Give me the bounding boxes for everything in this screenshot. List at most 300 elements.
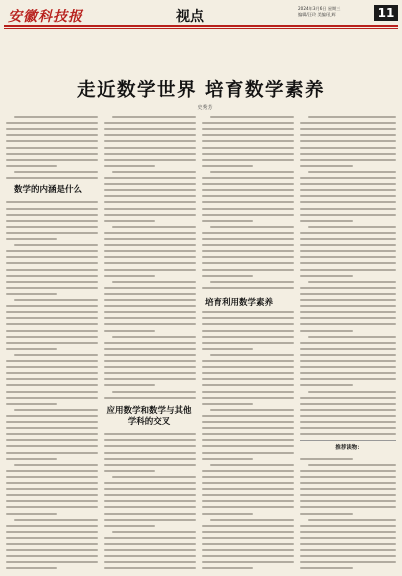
- text-line: [202, 360, 294, 362]
- page-number: 11: [374, 5, 398, 21]
- text-line: [6, 269, 98, 271]
- text-line: [6, 470, 98, 472]
- text-line: [6, 293, 57, 295]
- text-line: [104, 348, 196, 350]
- text-line: [300, 366, 396, 368]
- text-line: [202, 159, 294, 161]
- article-byline: 史秀芳: [197, 105, 213, 111]
- text-line: [104, 525, 155, 527]
- text-line: [202, 555, 294, 557]
- text-line: [6, 445, 98, 447]
- text-line: [104, 317, 196, 319]
- text-line: [300, 488, 396, 490]
- text-line: [104, 189, 196, 191]
- text-line: [202, 488, 294, 490]
- text-line: [300, 122, 396, 124]
- text-line: [202, 189, 294, 191]
- text-line: [6, 439, 98, 441]
- issue-date: 2024年3月6日 星期三: [298, 6, 341, 11]
- text-line: [300, 384, 353, 386]
- paper-name: 安徽科技报: [8, 9, 83, 25]
- text-line: [6, 561, 98, 563]
- text-line: [6, 427, 98, 429]
- text-line: [202, 543, 294, 545]
- text-line: [6, 153, 98, 155]
- text-line: [202, 421, 294, 423]
- text-line: [202, 323, 294, 325]
- text-line: [202, 494, 294, 496]
- text-line: [308, 171, 396, 173]
- text-line: [6, 201, 98, 203]
- text-line: [202, 128, 294, 130]
- text-line: [300, 415, 396, 417]
- text-line: [210, 116, 294, 118]
- text-line: [104, 397, 196, 399]
- text-line: [202, 177, 294, 179]
- text-line: [300, 531, 396, 533]
- text-line: [104, 506, 196, 508]
- text-line: [300, 342, 396, 344]
- sidebar-separator: [300, 440, 396, 441]
- masthead-rule: [4, 25, 398, 27]
- text-line: [6, 287, 98, 289]
- text-line: [104, 122, 196, 124]
- text-line: [104, 470, 155, 472]
- text-line: [104, 458, 196, 460]
- text-line: [112, 226, 196, 228]
- text-line: [6, 482, 98, 484]
- text-line: [112, 171, 196, 173]
- text-line: [6, 476, 98, 478]
- text-line: [300, 409, 396, 411]
- text-line: [104, 330, 155, 332]
- text-line: [6, 525, 98, 527]
- text-line: [300, 153, 396, 155]
- text-line: [6, 403, 57, 405]
- text-line: [300, 482, 396, 484]
- text-line: [202, 348, 253, 350]
- text-line: [104, 195, 196, 197]
- text-line: [14, 299, 98, 301]
- text-line: [6, 281, 98, 283]
- text-line: [202, 525, 294, 527]
- text-line: [300, 299, 396, 301]
- text-line: [104, 555, 196, 557]
- text-line: [300, 287, 396, 289]
- text-line: [202, 250, 294, 252]
- text-line: [300, 317, 396, 319]
- text-line: [14, 116, 98, 118]
- text-line: [300, 183, 396, 185]
- issue-editors: 编辑/汪玲 美编/孔辉: [298, 12, 336, 17]
- text-line: [300, 543, 396, 545]
- text-line: [202, 214, 294, 216]
- text-line: [6, 147, 98, 149]
- text-line: [202, 403, 253, 405]
- text-line: [6, 134, 98, 136]
- text-line: [6, 366, 98, 368]
- text-line: [14, 354, 98, 356]
- text-line: [300, 250, 396, 252]
- text-line: [104, 165, 155, 167]
- text-line: [300, 220, 353, 222]
- text-line: [300, 354, 396, 356]
- text-line: [300, 262, 396, 264]
- text-line: [104, 482, 196, 484]
- text-line: [300, 506, 396, 508]
- text-line: [6, 238, 57, 240]
- text-line: [6, 384, 98, 386]
- text-line: [104, 287, 196, 289]
- text-line: [300, 360, 396, 362]
- masthead-rule-thin: [4, 28, 398, 29]
- text-line: [202, 317, 294, 319]
- text-line: [104, 269, 196, 271]
- text-line: [202, 427, 294, 429]
- text-line: [300, 214, 396, 216]
- text-line: [202, 183, 294, 185]
- text-line: [6, 500, 98, 502]
- text-line: [202, 433, 294, 435]
- text-line: [202, 336, 294, 338]
- text-line: [6, 250, 98, 252]
- text-line: [104, 323, 196, 325]
- text-line: [6, 567, 57, 569]
- text-line: [300, 500, 396, 502]
- text-line: [210, 354, 294, 356]
- text-line: [300, 403, 396, 405]
- text-line: [202, 531, 294, 533]
- text-line: [6, 342, 98, 344]
- text-line: [308, 226, 396, 228]
- text-line: [6, 262, 98, 264]
- text-line: [104, 433, 196, 435]
- text-line: [202, 256, 294, 258]
- text-line: [202, 208, 294, 210]
- text-line: [210, 464, 294, 466]
- text-line: [202, 262, 294, 264]
- text-line: [6, 360, 98, 362]
- text-line: [202, 470, 294, 472]
- text-line: [202, 513, 253, 515]
- text-line: [104, 275, 155, 277]
- text-line: [202, 330, 294, 332]
- text-line: [104, 177, 196, 179]
- text-line: [14, 519, 98, 521]
- text-line: [104, 464, 196, 466]
- text-line: [202, 415, 294, 417]
- text-line: [300, 269, 396, 271]
- text-line: [308, 116, 396, 118]
- text-line: [104, 299, 196, 301]
- text-line: [300, 232, 396, 234]
- subhead-1: 数学的内涵是什么: [14, 185, 83, 195]
- text-line: [6, 372, 98, 374]
- text-line: [202, 482, 294, 484]
- text-line: [202, 275, 253, 277]
- text-line: [300, 555, 396, 557]
- article-headline: 走近数学世界 培育数学素养: [77, 80, 325, 101]
- text-line: [300, 494, 396, 496]
- text-line: [6, 165, 57, 167]
- text-line: [300, 433, 396, 435]
- text-line: [6, 232, 98, 234]
- text-line: [6, 311, 98, 313]
- text-line: [202, 506, 294, 508]
- text-line: [300, 256, 396, 258]
- text-line: [104, 208, 196, 210]
- text-line: [300, 525, 396, 527]
- text-line: [300, 177, 396, 179]
- text-line: [6, 220, 98, 222]
- text-line: [104, 293, 196, 295]
- text-line: [6, 214, 98, 216]
- text-line: [112, 391, 196, 393]
- text-line: [6, 336, 98, 338]
- text-line: [300, 275, 353, 277]
- text-line: [202, 232, 294, 234]
- text-line: [6, 348, 57, 350]
- text-line: [104, 500, 196, 502]
- text-line: [6, 549, 98, 551]
- text-line: [104, 519, 196, 521]
- text-line: [104, 250, 196, 252]
- text-line: [6, 305, 98, 307]
- text-line: [104, 537, 196, 539]
- text-line: [112, 531, 196, 533]
- text-line: [104, 543, 196, 545]
- text-line: [300, 201, 396, 203]
- text-line: [202, 201, 294, 203]
- text-line: [300, 244, 396, 246]
- text-line: [104, 561, 196, 563]
- text-line: [300, 372, 396, 374]
- text-line: [104, 232, 196, 234]
- text-line: [300, 238, 396, 240]
- text-line: [104, 360, 196, 362]
- text-line: [112, 336, 196, 338]
- text-line: [104, 549, 196, 551]
- text-line: [202, 122, 294, 124]
- text-line: [202, 342, 294, 344]
- text-line: [104, 128, 196, 130]
- text-line: [308, 281, 396, 283]
- text-line: [104, 238, 196, 240]
- text-line: [300, 165, 353, 167]
- text-line: [6, 122, 98, 124]
- text-line: [308, 519, 396, 521]
- text-line: [300, 397, 396, 399]
- text-line: [104, 439, 196, 441]
- text-line: [104, 153, 196, 155]
- text-line: [6, 555, 98, 557]
- text-line: [6, 159, 98, 161]
- text-line: [202, 165, 253, 167]
- text-line: [202, 195, 294, 197]
- text-line: [300, 421, 396, 423]
- subhead-2: 培育利用数学素养: [205, 298, 274, 308]
- text-line: [6, 513, 57, 515]
- text-line: [6, 415, 98, 417]
- text-line: [104, 366, 196, 368]
- text-line: [104, 244, 196, 246]
- text-line: [14, 171, 98, 173]
- text-line: [6, 452, 98, 454]
- text-line: [104, 311, 196, 313]
- text-line: [202, 445, 294, 447]
- text-line: [300, 348, 396, 350]
- text-line: [14, 409, 98, 411]
- text-line: [210, 281, 294, 283]
- text-line: [300, 476, 396, 478]
- text-line: [112, 476, 196, 478]
- text-line: [104, 201, 196, 203]
- text-line: [300, 567, 353, 569]
- text-line: [104, 183, 196, 185]
- text-line: [104, 445, 196, 447]
- text-line: [202, 397, 294, 399]
- text-line: [6, 488, 98, 490]
- text-line: [104, 256, 196, 258]
- text-line: [202, 372, 294, 374]
- text-line: [104, 140, 196, 142]
- text-line: [104, 159, 196, 161]
- text-line: [308, 336, 396, 338]
- text-line: [202, 537, 294, 539]
- text-line: [300, 549, 396, 551]
- text-line: [202, 439, 294, 441]
- text-line: [6, 208, 98, 210]
- text-line: [308, 464, 396, 466]
- text-line: [6, 433, 98, 435]
- text-line: [6, 275, 98, 277]
- text-line: [202, 567, 253, 569]
- text-line: [104, 452, 196, 454]
- text-line: [202, 391, 294, 393]
- text-line: [202, 220, 253, 222]
- text-line: [6, 391, 98, 393]
- text-line: [300, 189, 396, 191]
- text-line: [104, 305, 196, 307]
- text-line: [112, 281, 196, 283]
- text-line: [6, 140, 98, 142]
- text-line: [202, 561, 294, 563]
- text-line: [300, 134, 396, 136]
- text-line: [300, 128, 396, 130]
- text-line: [210, 226, 294, 228]
- text-line: [104, 378, 196, 380]
- text-line: [6, 543, 98, 545]
- text-line: [104, 354, 196, 356]
- text-line: [202, 134, 294, 136]
- text-line: [202, 238, 294, 240]
- text-line: [300, 513, 353, 515]
- text-line: [6, 378, 98, 380]
- text-line: [202, 384, 294, 386]
- text-line: [300, 140, 396, 142]
- section-name: 视点: [176, 9, 204, 25]
- text-line: [104, 567, 196, 569]
- text-line: [210, 171, 294, 173]
- text-line: [202, 378, 294, 380]
- subhead-3: 应用数学和数学与其他学科的交叉: [106, 406, 192, 427]
- text-line: [300, 470, 396, 472]
- text-line: [300, 323, 396, 325]
- text-line: [300, 537, 396, 539]
- sidebar-title: 推荐读物：: [335, 445, 363, 451]
- text-line: [202, 452, 294, 454]
- text-line: [6, 177, 98, 179]
- text-line: [202, 458, 253, 460]
- text-line: [6, 256, 98, 258]
- text-line: [210, 519, 294, 521]
- text-line: [202, 476, 294, 478]
- text-line: [300, 311, 396, 313]
- text-line: [300, 208, 396, 210]
- text-line: [6, 506, 98, 508]
- text-line: [104, 342, 196, 344]
- text-line: [202, 366, 294, 368]
- text-line: [300, 159, 396, 161]
- text-line: [14, 464, 98, 466]
- text-line: [300, 305, 396, 307]
- text-line: [202, 549, 294, 551]
- text-line: [300, 293, 396, 295]
- text-line: [6, 330, 98, 332]
- text-line: [104, 488, 196, 490]
- text-line: [104, 372, 196, 374]
- text-line: [104, 214, 196, 216]
- text-line: [300, 458, 353, 460]
- text-line: [104, 384, 155, 386]
- text-line: [300, 561, 396, 563]
- text-line: [6, 317, 98, 319]
- text-line: [202, 244, 294, 246]
- issue-info: [298, 6, 372, 18]
- text-line: [300, 147, 396, 149]
- text-line: [202, 147, 294, 149]
- text-line: [202, 269, 294, 271]
- text-line: [308, 391, 396, 393]
- text-line: [104, 494, 196, 496]
- text-line: [104, 220, 155, 222]
- text-line: [104, 262, 196, 264]
- text-line: [6, 397, 98, 399]
- text-line: [112, 116, 196, 118]
- text-line: [14, 244, 98, 246]
- text-line: [210, 409, 294, 411]
- text-line: [6, 226, 98, 228]
- text-line: [300, 378, 396, 380]
- text-line: [6, 537, 98, 539]
- text-line: [6, 323, 98, 325]
- text-line: [6, 458, 57, 460]
- text-line: [104, 134, 196, 136]
- text-line: [202, 140, 294, 142]
- text-line: [6, 421, 98, 423]
- text-line: [202, 311, 294, 313]
- text-line: [300, 195, 396, 197]
- text-line: [6, 494, 98, 496]
- text-line: [202, 153, 294, 155]
- text-line: [6, 128, 98, 130]
- text-line: [300, 330, 353, 332]
- text-line: [104, 513, 196, 515]
- text-line: [104, 147, 196, 149]
- text-line: [202, 500, 294, 502]
- text-line: [6, 531, 98, 533]
- text-line: [300, 427, 396, 429]
